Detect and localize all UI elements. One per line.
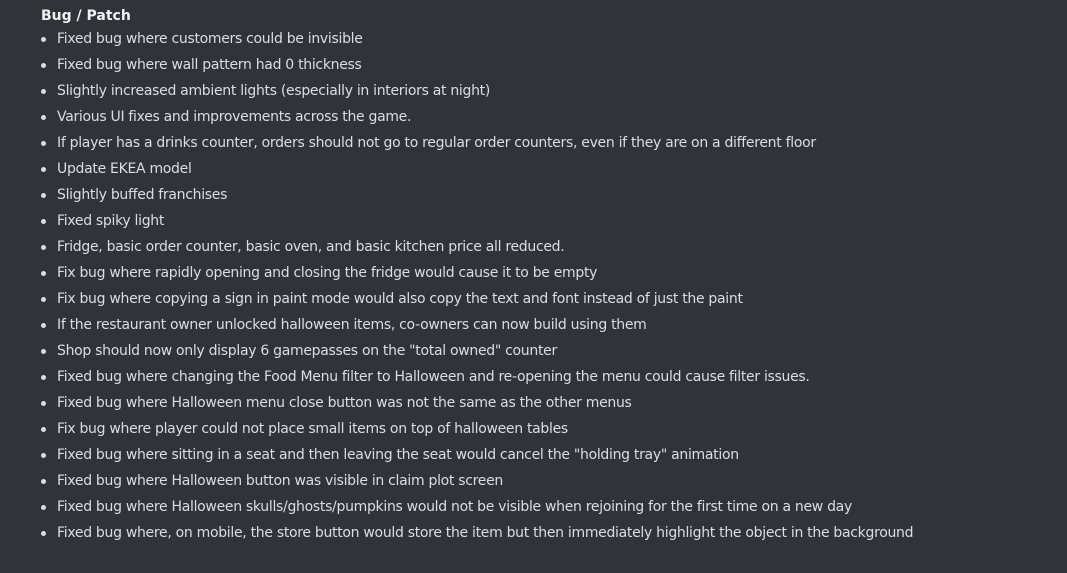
- bullet-icon: [41, 115, 46, 120]
- list-item-text: Fixed bug where changing the Food Menu filter to Halloween and re-opening the menu could cause filter issues.: [57, 369, 810, 385]
- list-item: [41, 234, 1051, 260]
- bullet-icon: [41, 219, 46, 224]
- bullet-icon: [41, 271, 46, 276]
- list-item-text: Fixed bug where Halloween skulls/ghosts/pumpkins would not be visible when rejoining for the first time on a new day: [57, 499, 852, 515]
- bullet-icon: [41, 245, 46, 250]
- list-item-text: If the restaurant owner unlocked halloween items, co-owners can now build using them: [57, 317, 647, 333]
- list-item: [41, 208, 1051, 234]
- list-item-text: Slightly buffed franchises: [57, 187, 228, 203]
- list-item: [41, 26, 1051, 52]
- bullet-icon: [41, 505, 46, 510]
- list-item: [41, 494, 1051, 520]
- list-item-text: Update EKEA model: [57, 161, 192, 177]
- section-heading: Bug / Patch: [41, 8, 131, 24]
- list-item-text: Fixed bug where, on mobile, the store button would store the item but then immediately highlight the object in the background: [57, 525, 914, 541]
- list-item-text: Fixed bug where wall pattern had 0 thickness: [57, 57, 362, 73]
- patch-notes-message: [41, 6, 1051, 546]
- list-item-text: Fix bug where player could not place small items on top of halloween tables: [57, 421, 568, 437]
- list-item-text: Fix bug where rapidly opening and closing the fridge would cause it to be empty: [57, 265, 598, 281]
- list-item: [41, 78, 1051, 104]
- list-item-text: Fixed bug where Halloween button was visible in claim plot screen: [57, 473, 504, 489]
- list-item: [41, 364, 1051, 390]
- bullet-icon: [41, 141, 46, 146]
- bullet-icon: [41, 37, 46, 42]
- bullet-icon: [41, 427, 46, 432]
- bullet-icon: [41, 453, 46, 458]
- list-item: [41, 286, 1051, 312]
- bullet-icon: [41, 375, 46, 380]
- list-item: [41, 468, 1051, 494]
- list-item: [41, 312, 1051, 338]
- list-item: [41, 182, 1051, 208]
- bullet-icon: [41, 167, 46, 172]
- list-item-text: Fixed spiky light: [57, 213, 165, 229]
- list-item: [41, 520, 1051, 546]
- list-item-text: Fixed bug where sitting in a seat and then leaving the seat would cancel the "holding tray" animation: [57, 447, 739, 463]
- list-item: [41, 52, 1051, 78]
- list-item-text: Slightly increased ambient lights (especially in interiors at night): [57, 83, 491, 99]
- list-item: [41, 130, 1051, 156]
- list-item: [41, 442, 1051, 468]
- bullet-icon: [41, 349, 46, 354]
- list-item-text: Shop should now only display 6 gamepasses on the "total owned" counter: [57, 343, 557, 359]
- bullet-icon: [41, 401, 46, 406]
- list-item: [41, 338, 1051, 364]
- list-item-text: Fixed bug where Halloween menu close button was not the same as the other menus: [57, 395, 632, 411]
- bullet-icon: [41, 297, 46, 302]
- bullet-icon: [41, 89, 46, 94]
- list-item-text: Fixed bug where customers could be invisible: [57, 31, 363, 47]
- list-item-text: If player has a drinks counter, orders should not go to regular order counters, even if they are on a different floor: [57, 135, 816, 151]
- list-item-text: Various UI fixes and improvements across the game.: [57, 109, 412, 125]
- list-item: [41, 156, 1051, 182]
- bullet-icon: [41, 193, 46, 198]
- bullet-icon: [41, 63, 46, 68]
- list-item-text: Fix bug where copying a sign in paint mode would also copy the text and font instead of just the paint: [57, 291, 743, 307]
- list-item: [41, 416, 1051, 442]
- bullet-icon: [41, 531, 46, 536]
- list-item-text: Fridge, basic order counter, basic oven, and basic kitchen price all reduced.: [57, 239, 565, 255]
- bullet-icon: [41, 323, 46, 328]
- bullet-icon: [41, 479, 46, 484]
- list-item: [41, 260, 1051, 286]
- patch-notes-list: [41, 26, 1051, 546]
- list-item: [41, 104, 1051, 130]
- list-item: [41, 390, 1051, 416]
